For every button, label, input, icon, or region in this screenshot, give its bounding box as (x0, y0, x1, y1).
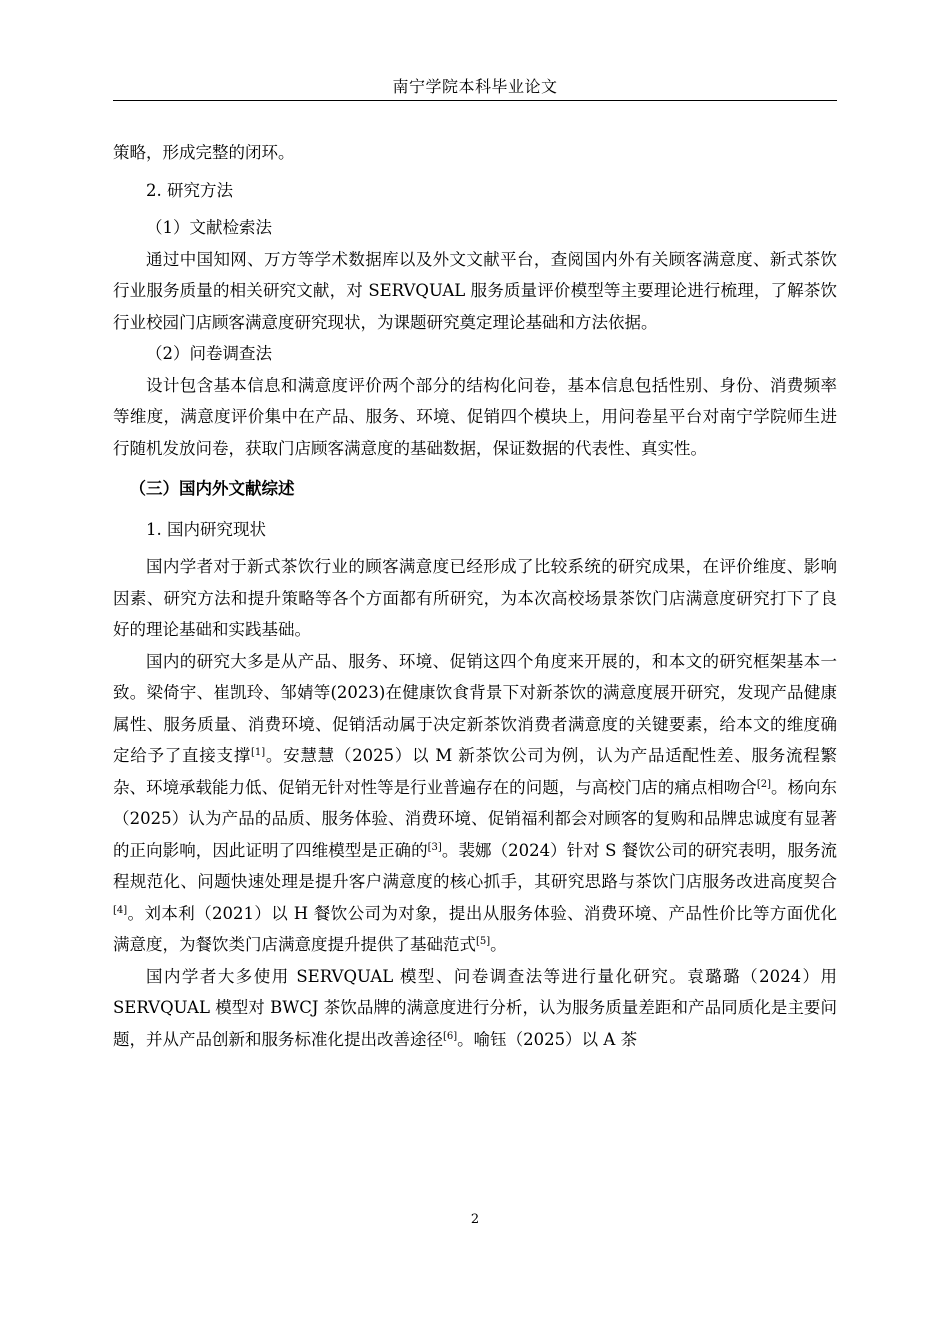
text-span: 。喻钰（2025）以 A 茶 (457, 1029, 638, 1049)
heading-survey-method: （2）问卷调查法 (146, 344, 272, 363)
text-span: 。刘本利（2021）以 H 餐饮公司为对象，提出从服务体验、消费环境、产品性价比等方面优化满意度，为餐饮类门店满意度提升提供了基础范式 (113, 903, 837, 954)
citation-ref: [3] (427, 841, 442, 853)
text-span: 。裴娜（2024）针对 S 餐饮公司的研究表明，服务流程规范化、问题快速处理是提升客户满意度的核心抓手，其研究思路与茶饮门店服务改进高度契合 (113, 840, 837, 891)
paragraph-continuation: 策略，形成完整的闭环。 (113, 143, 295, 162)
header-rule (113, 100, 837, 101)
body-text (113, 137, 837, 1055)
paragraph-domestic-2 (113, 646, 837, 961)
text-span: 。杨向东（2025）认为产品的品质、服务体验、消费环境、促销福利都会对顾客的复购和品牌忠诚度有显著的正向影响，因此证明了四维模型是正确的 (113, 777, 838, 860)
citation-ref: [4] (113, 904, 128, 916)
paragraph-literature-method: 通过中国知网、万方等学术数据库以及外文文献平台，查阅国内外有关顾客满意度、新式茶饮行业服务质量的相关研究文献，对 SERVQUAL 服务质量评价模型等主要理论进行梳理，了解茶饮行业校园门店顾客满意度研究现状，为课题研究奠定理论基础和方法依据。 (113, 249, 837, 332)
running-header: 南宁学院本科毕业论文 (392, 77, 558, 96)
citation-ref: [5] (476, 936, 491, 947)
text-span: 国内学者大多使用 SERVQUAL 模型、问卷调查法等进行量化研究。袁璐璐（2024）用 SERVQUAL 模型对 BWCJ 茶饮品牌的满意度进行分析，认为服务质量差距和产品同质化是主要问题，并从产品创新和服务标准化提出改善途径 (113, 966, 837, 1049)
page-number: 2 (470, 1212, 480, 1227)
heading-domestic-status: 1. 国内研究现状 (146, 519, 266, 539)
text-span: 。安慧慧（2025）以 M 新茶饮公司为例，认为产品适配性差、服务流程繁杂、环境承载能力低、促销无针对性等是行业普遍存在的问题，与高校门店的痛点相吻合 (113, 746, 837, 797)
heading-literature-method: （1）文献检索法 (146, 218, 272, 237)
paragraph-survey-method: 设计包含基本信息和满意度评价两个部分的结构化问卷，基本信息包括性别、身份、消费频率等维度，满意度评价集中在产品、服务、环境、促销四个模块上，用问卷星平台对南宁学院师生进行随机发放问卷，获取门店顾客满意度的基础数据，保证数据的代表性、真实性。 (113, 375, 837, 458)
citation-ref: [1] (251, 747, 266, 758)
heading-research-methods: 2. 研究方法 (146, 180, 233, 200)
paragraph-domestic-1: 国内学者对于新式茶饮行业的顾客满意度已经形成了比较系统的研究成果，在评价维度、影响因素、研究方法和提升策略等各个方面都有所研究，为本次高校场景茶饮门店满意度研究打下了良好的理论基础和实践基础。 (113, 557, 837, 639)
paragraph-domestic-3 (113, 961, 837, 1056)
text-span: 。 (490, 935, 507, 954)
citation-ref: [6] (443, 1030, 458, 1042)
text-span: 国内的研究大多是从产品、服务、环境、促销这四个角度来开展的，和本文的研究框架基本一致。梁倚宇、崔凯玲、邹婧等(2023)在健康饮食背景下对新茶饮的满意度展开研究，发现产品健康属性、服务质量、消费环境、促销活动属于决定新茶饮消费者满意度的关键要素，给本文的维度确定给予了直接支撑 (113, 651, 837, 765)
citation-ref: [2] (756, 778, 771, 790)
heading-literature-review: （三）国内外文献综述 (129, 479, 295, 498)
